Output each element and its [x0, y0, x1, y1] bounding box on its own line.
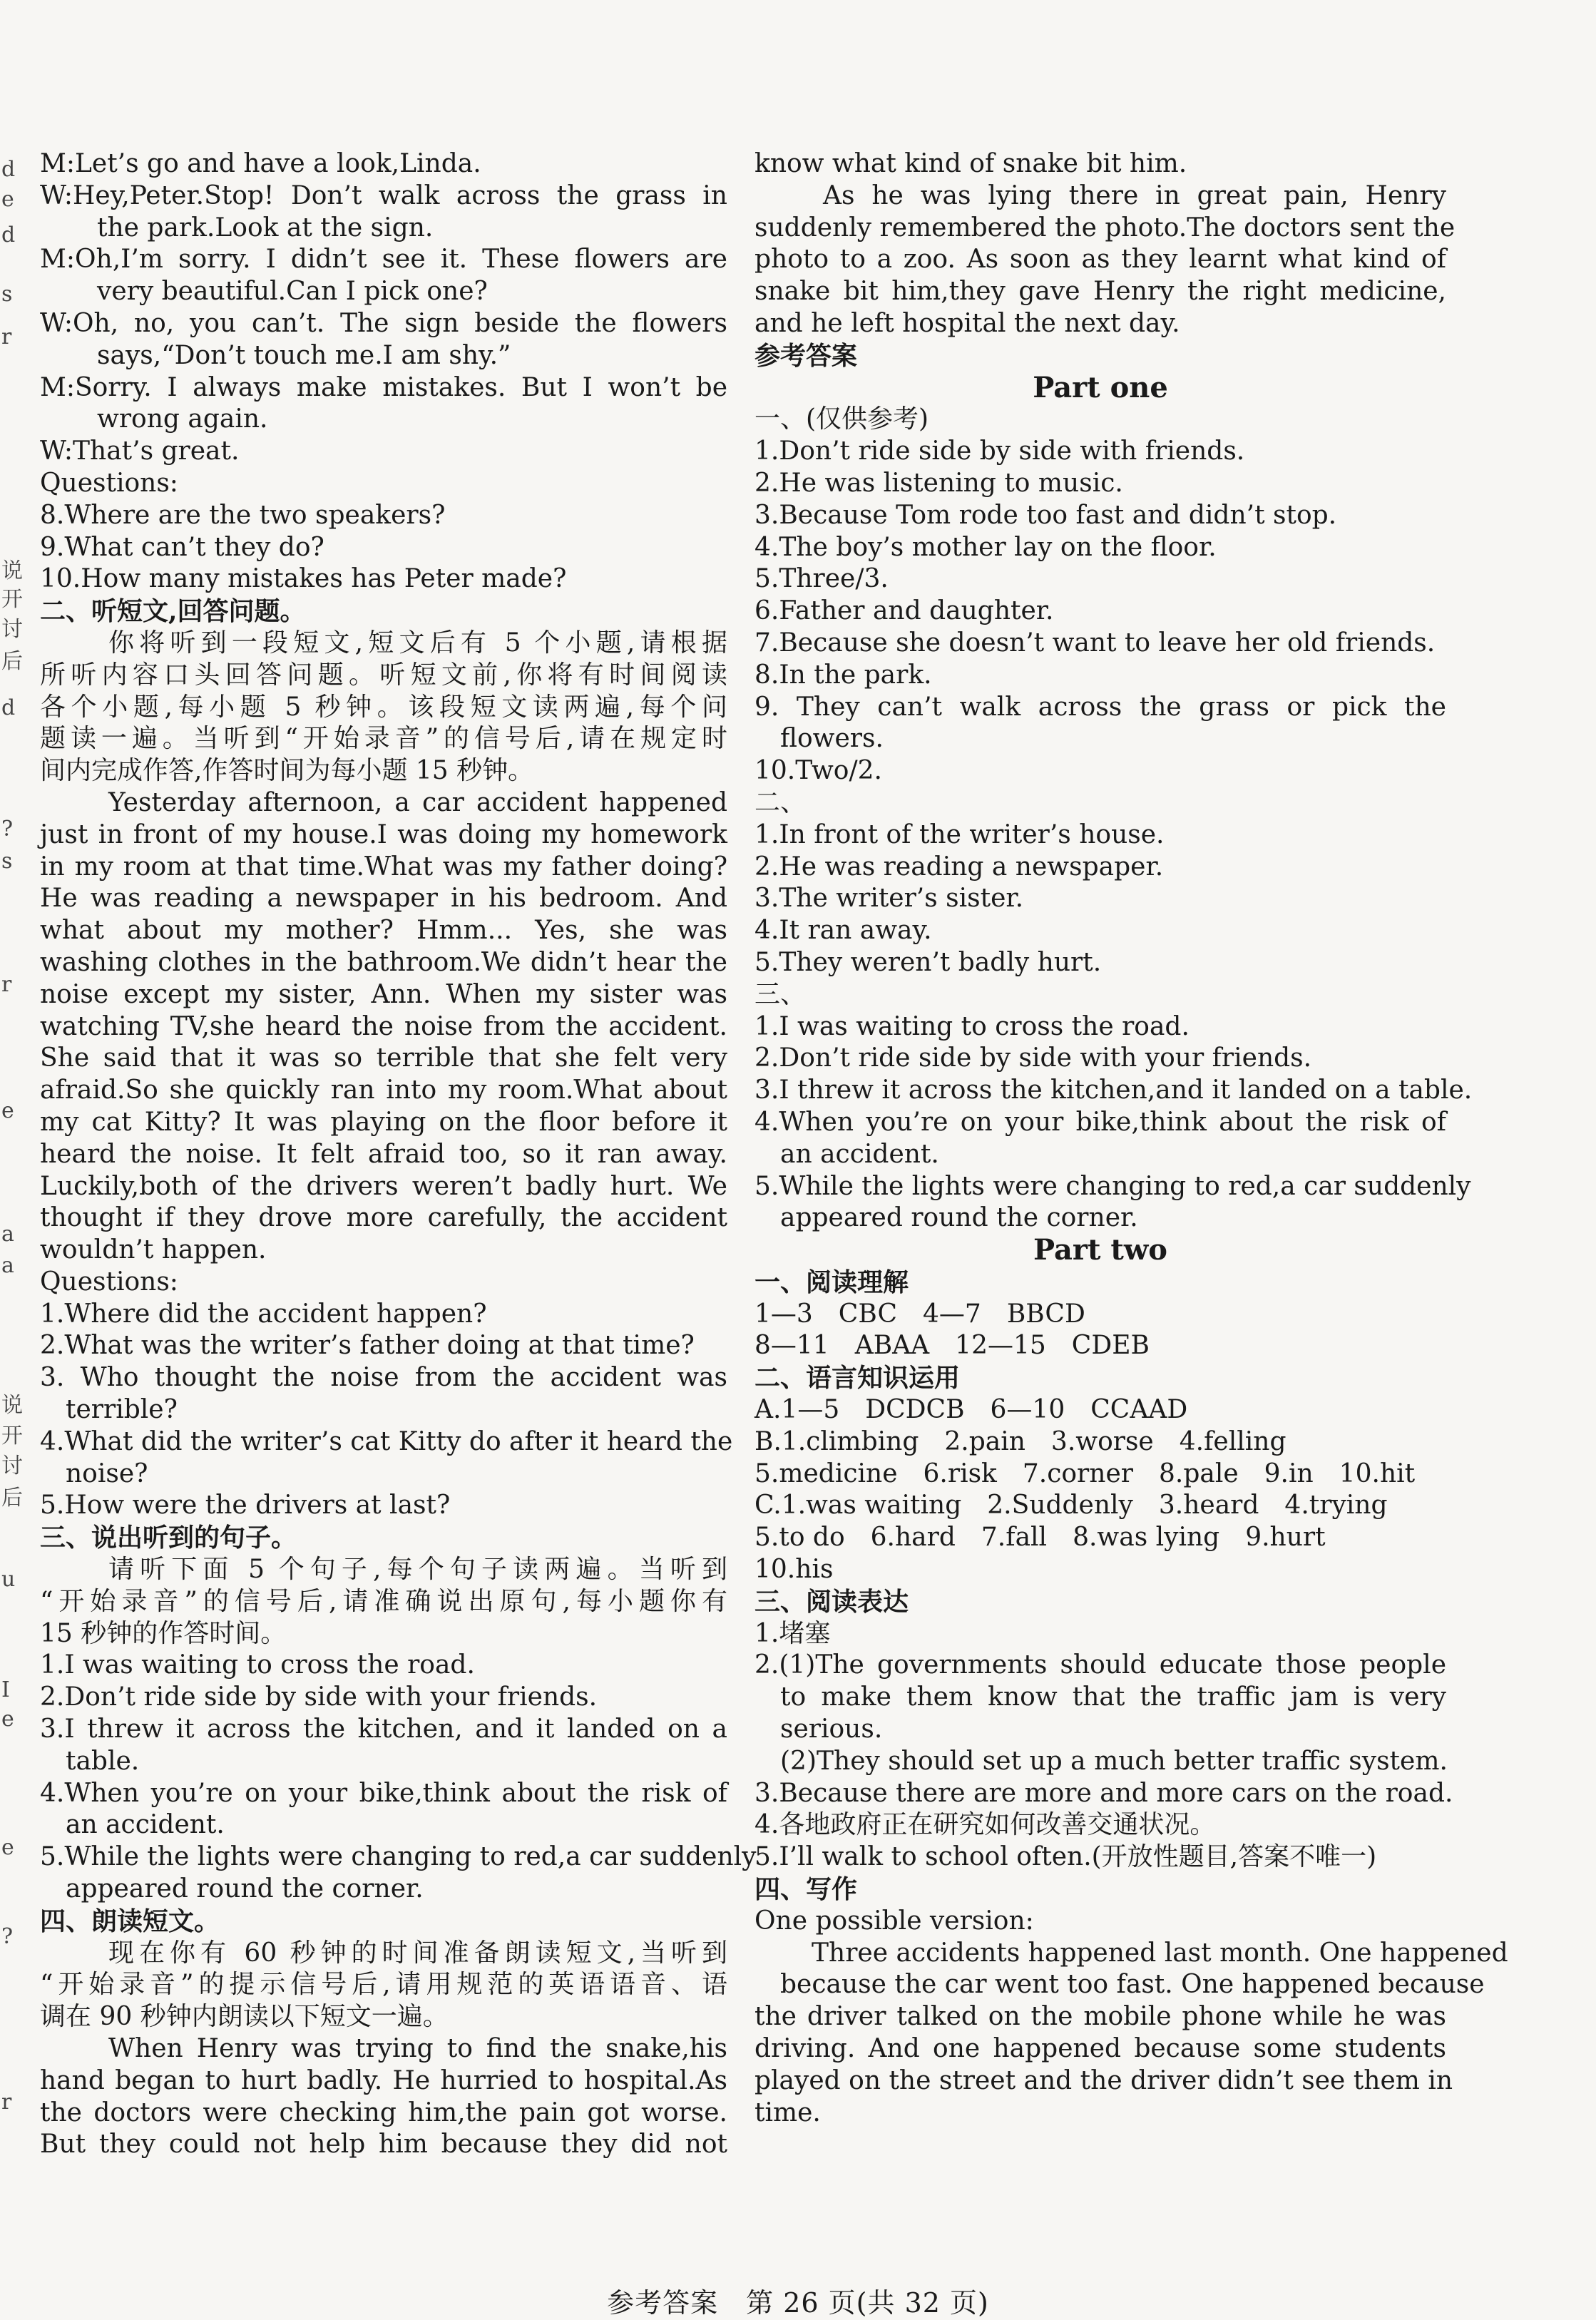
right-column-line: (2)They should set up a much better traffic system.: [780, 1746, 1448, 1776]
left-column: [40, 148, 757, 2161]
left-column-heading: 三、说出听到的句子。: [40, 1523, 297, 1553]
right-column-line: A.1—5 DCDCB 6—10 CCAAD: [754, 1395, 1188, 1425]
left-column-line: hand began to hurt badly. He hurried to hospital.As: [40, 2065, 727, 2095]
right-column-line: 7.Because she doesn’t want to leave her old friends.: [754, 628, 1436, 658]
left-column-line: W:That’s great.: [40, 436, 240, 466]
right-column: [754, 148, 1508, 2129]
bleed-glyph: ?: [1, 817, 14, 842]
left-column-line: M:Let’s go and have a look,Linda.: [40, 149, 481, 178]
left-column-line: 1.Where did the accident happen?: [40, 1299, 487, 1329]
left-column-line: Questions:: [40, 468, 178, 498]
bleed-glyph: 开: [1, 587, 23, 612]
bleed-glyph: d: [1, 157, 16, 182]
right-column-line: know what kind of snake bit him.: [754, 149, 1187, 178]
bleed-glyph: a: [1, 1253, 14, 1278]
left-column-line: 4.When you’re on your bike,think about the risk of: [40, 1778, 727, 1808]
bleed-glyph: 说: [1, 1393, 23, 1418]
left-column-line: 5.How were the drivers at last?: [40, 1491, 451, 1521]
left-column-line: He was reading a newspaper in his bedroom. And: [40, 884, 727, 914]
left-column-line: “开始录音”的提示信号后,请用规范的英语语音、语: [40, 1970, 727, 2000]
left-column-line: says,“Don’t touch me.I am shy.”: [97, 340, 511, 370]
bleed-glyph: s: [1, 849, 13, 874]
right-column-heading: 参考答案: [754, 340, 858, 371]
right-column-line: 2.(1)The governments should educate those people: [754, 1650, 1446, 1680]
left-column-line: wrong again.: [97, 404, 268, 434]
left-column-line: 2.What was the writer’s father doing at that time?: [40, 1331, 695, 1361]
bleed-glyph: 开: [1, 1424, 23, 1448]
right-column-line: 6.Father and daughter.: [754, 596, 1054, 626]
right-column-line: 4.It ran away.: [754, 916, 932, 946]
left-column-line: just in front of my house.I was doing my homework: [40, 819, 727, 849]
left-column-line: Yesterday afternoon, a car accident happened: [108, 787, 727, 817]
left-column-line: in my room at that time.What was my father doing?: [40, 852, 727, 882]
right-column-line: 1.In front of the writer’s house.: [754, 819, 1165, 849]
left-column-line: 15 秒钟的作答时间。: [40, 1618, 287, 1648]
right-column-line: 3.Because there are more and more cars on the road.: [754, 1778, 1453, 1808]
page-footer: 参考答案 第 26 页(共 32 页): [607, 2287, 989, 2319]
left-column-line: M:Sorry. I always make mistakes. But I won’t be: [40, 372, 727, 402]
right-column-line: 8—11 ABAA 12—15 CDEB: [754, 1331, 1150, 1361]
right-column-line: 2.He was listening to music.: [754, 468, 1123, 498]
left-column-line: Luckily,both of the drivers weren’t badly hurt. We: [40, 1171, 727, 1201]
right-column-line: 5.I’ll walk to school often.(开放性题目,答案不唯一): [754, 1842, 1377, 1872]
right-column-line: 3.I threw it across the kitchen,and it landed on a table.: [754, 1075, 1473, 1105]
left-column-line: But they could not help him because they did not: [40, 2130, 727, 2160]
right-column-line: 10.his: [754, 1555, 834, 1585]
left-column-line: She said that it was so terrible that she felt very: [40, 1043, 727, 1073]
right-column-line: 4.各地政府正在研究如何改善交通状况。: [754, 1810, 1216, 1840]
left-column-line: what about my mother? Hmm... Yes, she was: [40, 916, 727, 946]
left-column-line: wouldn’t happen.: [40, 1235, 267, 1265]
left-column-line: washing clothes in the bathroom.We didn’t hear the: [40, 947, 727, 977]
left-column-line: heard the noise. It felt afraid too, so it ran away.: [40, 1139, 727, 1169]
right-column-heading: 三、阅读表达: [754, 1586, 909, 1617]
left-column-line: W:Oh, no, you can’t. The sign beside the flowers: [40, 308, 727, 338]
right-column-line: 2.Don’t ride side by side with your friends.: [754, 1043, 1312, 1073]
right-column-line: snake bit him,they gave Henry the right medicine,: [754, 277, 1446, 307]
right-column-line: 二、: [754, 787, 807, 817]
left-column-line: Questions:: [40, 1267, 178, 1297]
bleed-glyph: d: [1, 223, 16, 247]
left-column-line: 3.I threw it across the kitchen, and it landed on a: [40, 1715, 727, 1744]
right-column-line: because the car went too fast. One happened because: [780, 1970, 1485, 2000]
left-column-line: appeared round the corner.: [66, 1874, 424, 1904]
right-column-line: 1.I was waiting to cross the road.: [754, 1011, 1190, 1041]
right-column-line: C.1.was waiting 2.Suddenly 3.heard 4.trying: [754, 1491, 1388, 1521]
right-column-part-title: Part two: [1033, 1233, 1167, 1267]
left-column-line: 间内完成作答,作答时间为每小题 15 秒钟。: [40, 756, 534, 786]
right-column-line: 10.Two/2.: [754, 756, 882, 786]
left-column-line: 8.Where are the two speakers?: [40, 500, 446, 530]
bleed-glyph: e: [1, 187, 14, 212]
bleed-glyph: 讨: [1, 1453, 23, 1478]
left-column-line: 现在你有 60 秒钟的时间准备朗读短文,当听到: [108, 1938, 727, 1968]
left-column-line: the doctors were checking him,the pain got worse.: [40, 2097, 727, 2127]
right-column-line: an accident.: [780, 1139, 939, 1169]
right-column-part-title: Part one: [1033, 370, 1168, 404]
left-column-line: 5.While the lights were changing to red,a car suddenly: [40, 1842, 757, 1872]
bleed-glyph: r: [1, 325, 12, 349]
left-column-line: 各个小题,每小题 5 秒钟。该段短文读两遍,每个问: [40, 692, 727, 722]
right-column-line: flowers.: [780, 724, 884, 754]
left-column-line: 调在 90 秒钟内朗读以下短文一遍。: [40, 2002, 449, 2032]
right-column-line: 5.medicine 6.risk 7.corner 8.pale 9.in 10.hit: [754, 1458, 1416, 1488]
left-column-line: 9.What can’t they do?: [40, 532, 324, 562]
bleed-glyph: 后: [1, 1486, 23, 1511]
right-column-heading: 二、语言知识运用: [754, 1363, 961, 1394]
right-column-line: Three accidents happened last month. One happened: [812, 1938, 1508, 1968]
left-column-line: very beautiful.Can I pick one?: [97, 277, 488, 307]
bleed-glyph: e: [1, 1098, 14, 1123]
bleed-glyph: 讨: [1, 617, 23, 642]
left-column-line: 所听内容口头回答问题。听短文前,你将有时间阅读: [40, 660, 727, 690]
bleed-glyph: d: [1, 695, 16, 720]
left-column-line: M:Oh,I’m sorry. I didn’t see it. These flowers are: [40, 245, 727, 275]
right-column-line: B.1.climbing 2.pain 3.worse 4.felling: [754, 1426, 1286, 1456]
right-column-line: appeared round the corner.: [780, 1203, 1138, 1233]
right-column-line: 5.Three/3.: [754, 564, 889, 594]
bleed-glyph: e: [1, 1707, 14, 1732]
left-column-line: When Henry was trying to find the snake,his: [108, 2034, 727, 2064]
bleed-glyph: s: [1, 282, 13, 307]
left-column-line: watching TV,she heard the noise from the accident.: [40, 1011, 727, 1041]
right-column-line: serious.: [780, 1715, 883, 1744]
right-column-line: 1.堵塞: [754, 1618, 831, 1648]
bleed-glyph: r: [1, 972, 12, 997]
right-column-line: 1—3 CBC 4—7 BBCD: [754, 1299, 1085, 1329]
right-column-line: 三、: [754, 979, 807, 1009]
left-column-line: 4.What did the writer’s cat Kitty do after it heard the: [40, 1426, 733, 1456]
right-column-line: 一、(仅供参考): [754, 404, 929, 434]
left-column-line: noise?: [66, 1458, 148, 1488]
right-column-line: 5.to do 6.hard 7.fall 8.was lying 9.hurt: [754, 1523, 1326, 1553]
right-column-line: 3.Because Tom rode too fast and didn’t stop.: [754, 500, 1337, 530]
right-column-line: to make them know that the traffic jam is very: [780, 1682, 1446, 1712]
left-column-line: W:Hey,Peter.Stop! Don’t walk across the grass in: [40, 180, 727, 210]
right-column-line: suddenly remembered the photo.The doctors sent the: [754, 213, 1456, 242]
left-column-line: afraid.So she quickly ran into my room.What about: [40, 1075, 727, 1105]
right-column-line: 5.They weren’t badly hurt.: [754, 947, 1102, 977]
bleed-glyph: 后: [1, 649, 23, 674]
right-column-line: 5.While the lights were changing to red,a car suddenly: [754, 1171, 1471, 1201]
left-column-line: noise except my sister, Ann. When my sister was: [40, 979, 727, 1009]
left-column-line: 10.How many mistakes has Peter made?: [40, 564, 567, 594]
right-column-line: 9. They can’t walk across the grass or pick the: [754, 692, 1446, 722]
left-column-line: thought if they drove more carefully, the accident: [40, 1203, 727, 1233]
right-column-line: photo to a zoo. As soon as they learnt what kind of: [754, 245, 1446, 275]
right-column-line: 3.The writer’s sister.: [754, 884, 1024, 914]
bleed-glyph: u: [1, 1567, 16, 1592]
left-column-line: 2.Don’t ride side by side with your friends.: [40, 1682, 598, 1712]
left-column-line: 1.I was waiting to cross the road.: [40, 1650, 475, 1680]
left-column-line: 3. Who thought the noise from the accident was: [40, 1363, 727, 1393]
bleed-glyph: r: [1, 2090, 12, 2115]
left-column-heading: 四、朗读短文。: [40, 1906, 220, 1936]
bleed-glyph: I: [1, 1677, 10, 1702]
right-column-line: time.: [754, 2097, 821, 2127]
left-column-line: the park.Look at the sign.: [97, 213, 434, 242]
binding-margin-bleed: [0, 0, 21, 2315]
right-column-line: 1.Don’t ride side by side with friends.: [754, 436, 1245, 466]
right-column-line: 4.When you’re on your bike,think about the risk of: [754, 1107, 1446, 1137]
right-column-line: 2.He was reading a newspaper.: [754, 852, 1164, 882]
left-column-heading: 二、听短文,回答问题。: [40, 596, 306, 627]
left-column-line: “开始录音”的信号后,请准确说出原句,每小题你有: [40, 1586, 727, 1616]
left-column-line: terrible?: [66, 1395, 178, 1425]
left-column-line: 你将听到一段短文,短文后有 5 个小题,请根据: [108, 628, 727, 658]
right-column-line: played on the street and the driver didn’t see them in: [754, 2065, 1453, 2095]
left-column-line: 题读一遍。当听到“开始录音”的信号后,请在规定时: [40, 724, 727, 754]
left-column-line: my cat Kitty? It was playing on the floor before it: [40, 1107, 727, 1137]
right-column-line: driving. And one happened because some students: [754, 2034, 1446, 2064]
bleed-glyph: e: [1, 1835, 14, 1860]
left-column-line: an accident.: [66, 1810, 225, 1840]
left-column-line: 请听下面 5 个句子,每个句子读两遍。当听到: [108, 1555, 727, 1585]
bleed-glyph: a: [1, 1222, 14, 1247]
bleed-glyph: 说: [1, 558, 23, 583]
right-column-line: As he was lying there in great pain, Henry: [823, 180, 1446, 210]
right-column-line: One possible version:: [754, 1906, 1034, 1936]
right-column-heading: 四、写作: [754, 1874, 858, 1905]
bleed-glyph: ?: [1, 1924, 14, 1949]
right-column-line: the driver talked on the mobile phone while he was: [754, 2002, 1446, 2032]
right-column-line: and he left hospital the next day.: [754, 308, 1180, 338]
right-column-line: 4.The boy’s mother lay on the floor.: [754, 532, 1217, 562]
right-column-heading: 一、阅读理解: [754, 1267, 909, 1297]
left-column-line: table.: [66, 1746, 140, 1776]
right-column-line: 8.In the park.: [754, 660, 932, 690]
